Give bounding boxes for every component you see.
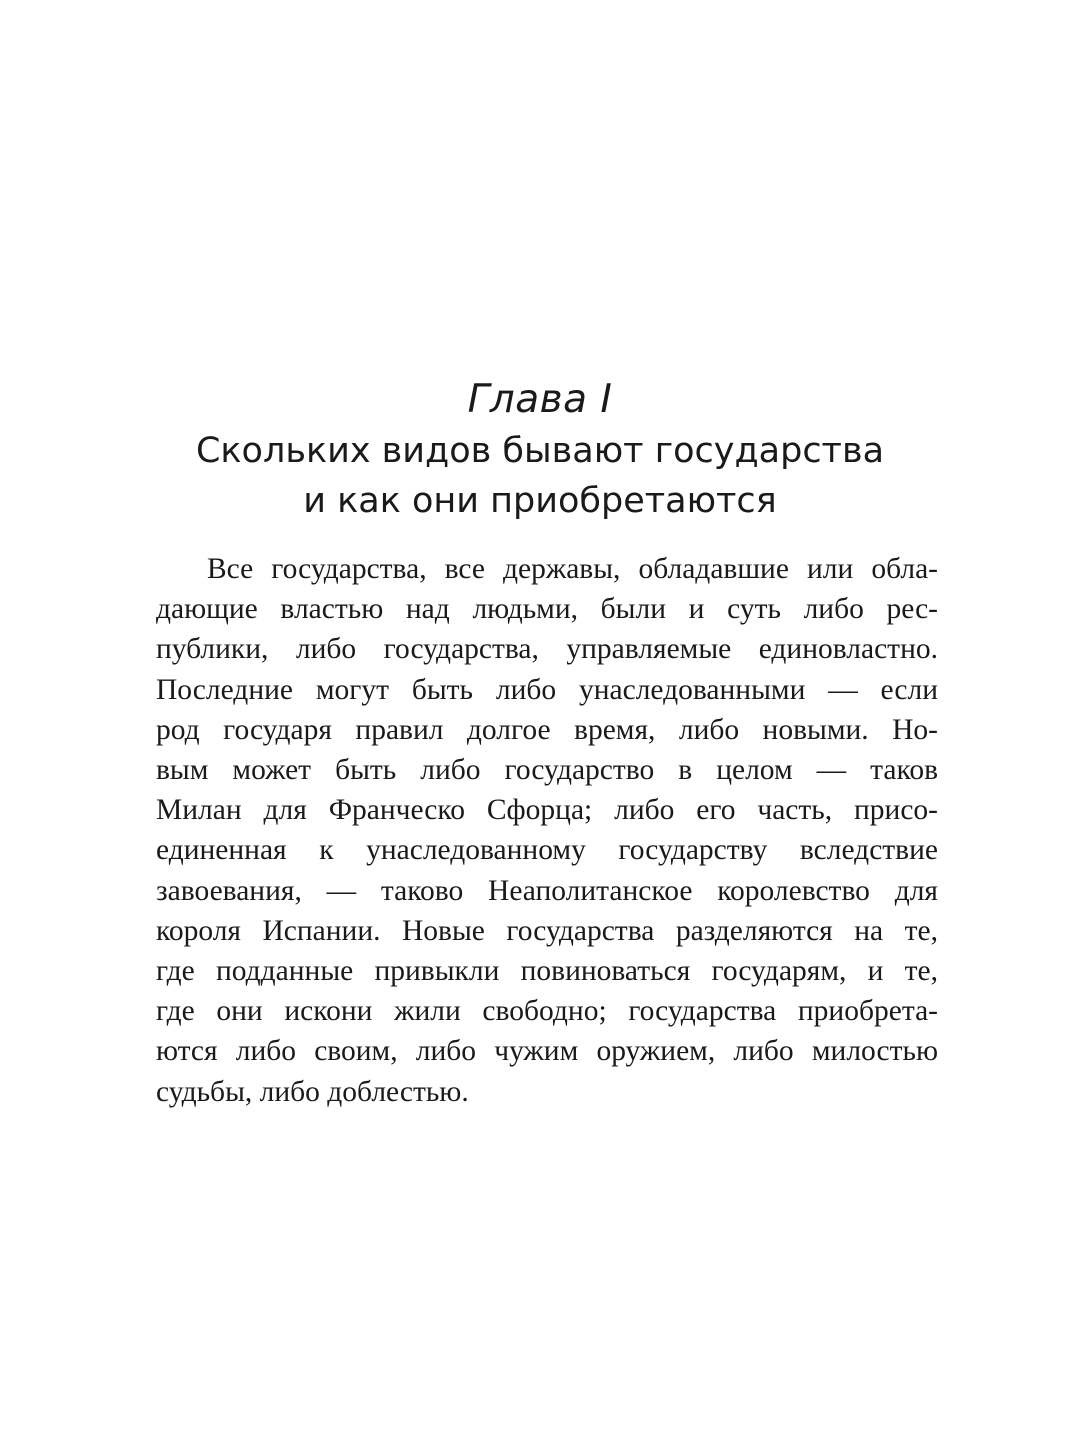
paragraph-line: дающие властью над людьми, были и суть либо рес-: [156, 593, 938, 626]
chapter-number: Глава I: [467, 377, 613, 422]
paragraph-line: где они искони жили свободно; государства приобрета-: [156, 995, 938, 1028]
paragraph-line: Все государства, все державы, обладавшие или обла-: [207, 553, 938, 585]
body-paragraph: [156, 549, 938, 1112]
paragraph-line: вым может быть либо государство в целом — таков: [156, 754, 938, 787]
paragraph-line: Милан для Франческо Сфорца; либо его часть, присо-: [156, 794, 938, 827]
paragraph-line: судьбы, либо доблестью.: [156, 1075, 469, 1108]
paragraph-line: Последние могут быть либо унаследованными — если: [156, 673, 938, 706]
chapter-title-line: Скольких видов бывают государства: [195, 431, 885, 471]
paragraph-line: публики, либо государства, управляемые единовластно.: [156, 633, 938, 666]
chapter-title: [0, 426, 1080, 526]
paragraph-line: единенная к унаследованному государству вследствие: [156, 834, 938, 867]
paragraph-line: завоевания, — таково Неаполитанское королевство для: [156, 874, 938, 907]
paragraph-line: ются либо своим, либо чужим оружием, либо милостью: [156, 1035, 938, 1068]
paragraph-line: короля Испании. Новые государства разделяются на те,: [156, 914, 938, 947]
chapter-title-line: и как они приобретаются: [303, 481, 777, 521]
paragraph-line: где подданные привыкли повиноваться государям, и те,: [156, 955, 938, 988]
paragraph-line: род государя правил долгое время, либо новыми. Но-: [156, 713, 938, 746]
